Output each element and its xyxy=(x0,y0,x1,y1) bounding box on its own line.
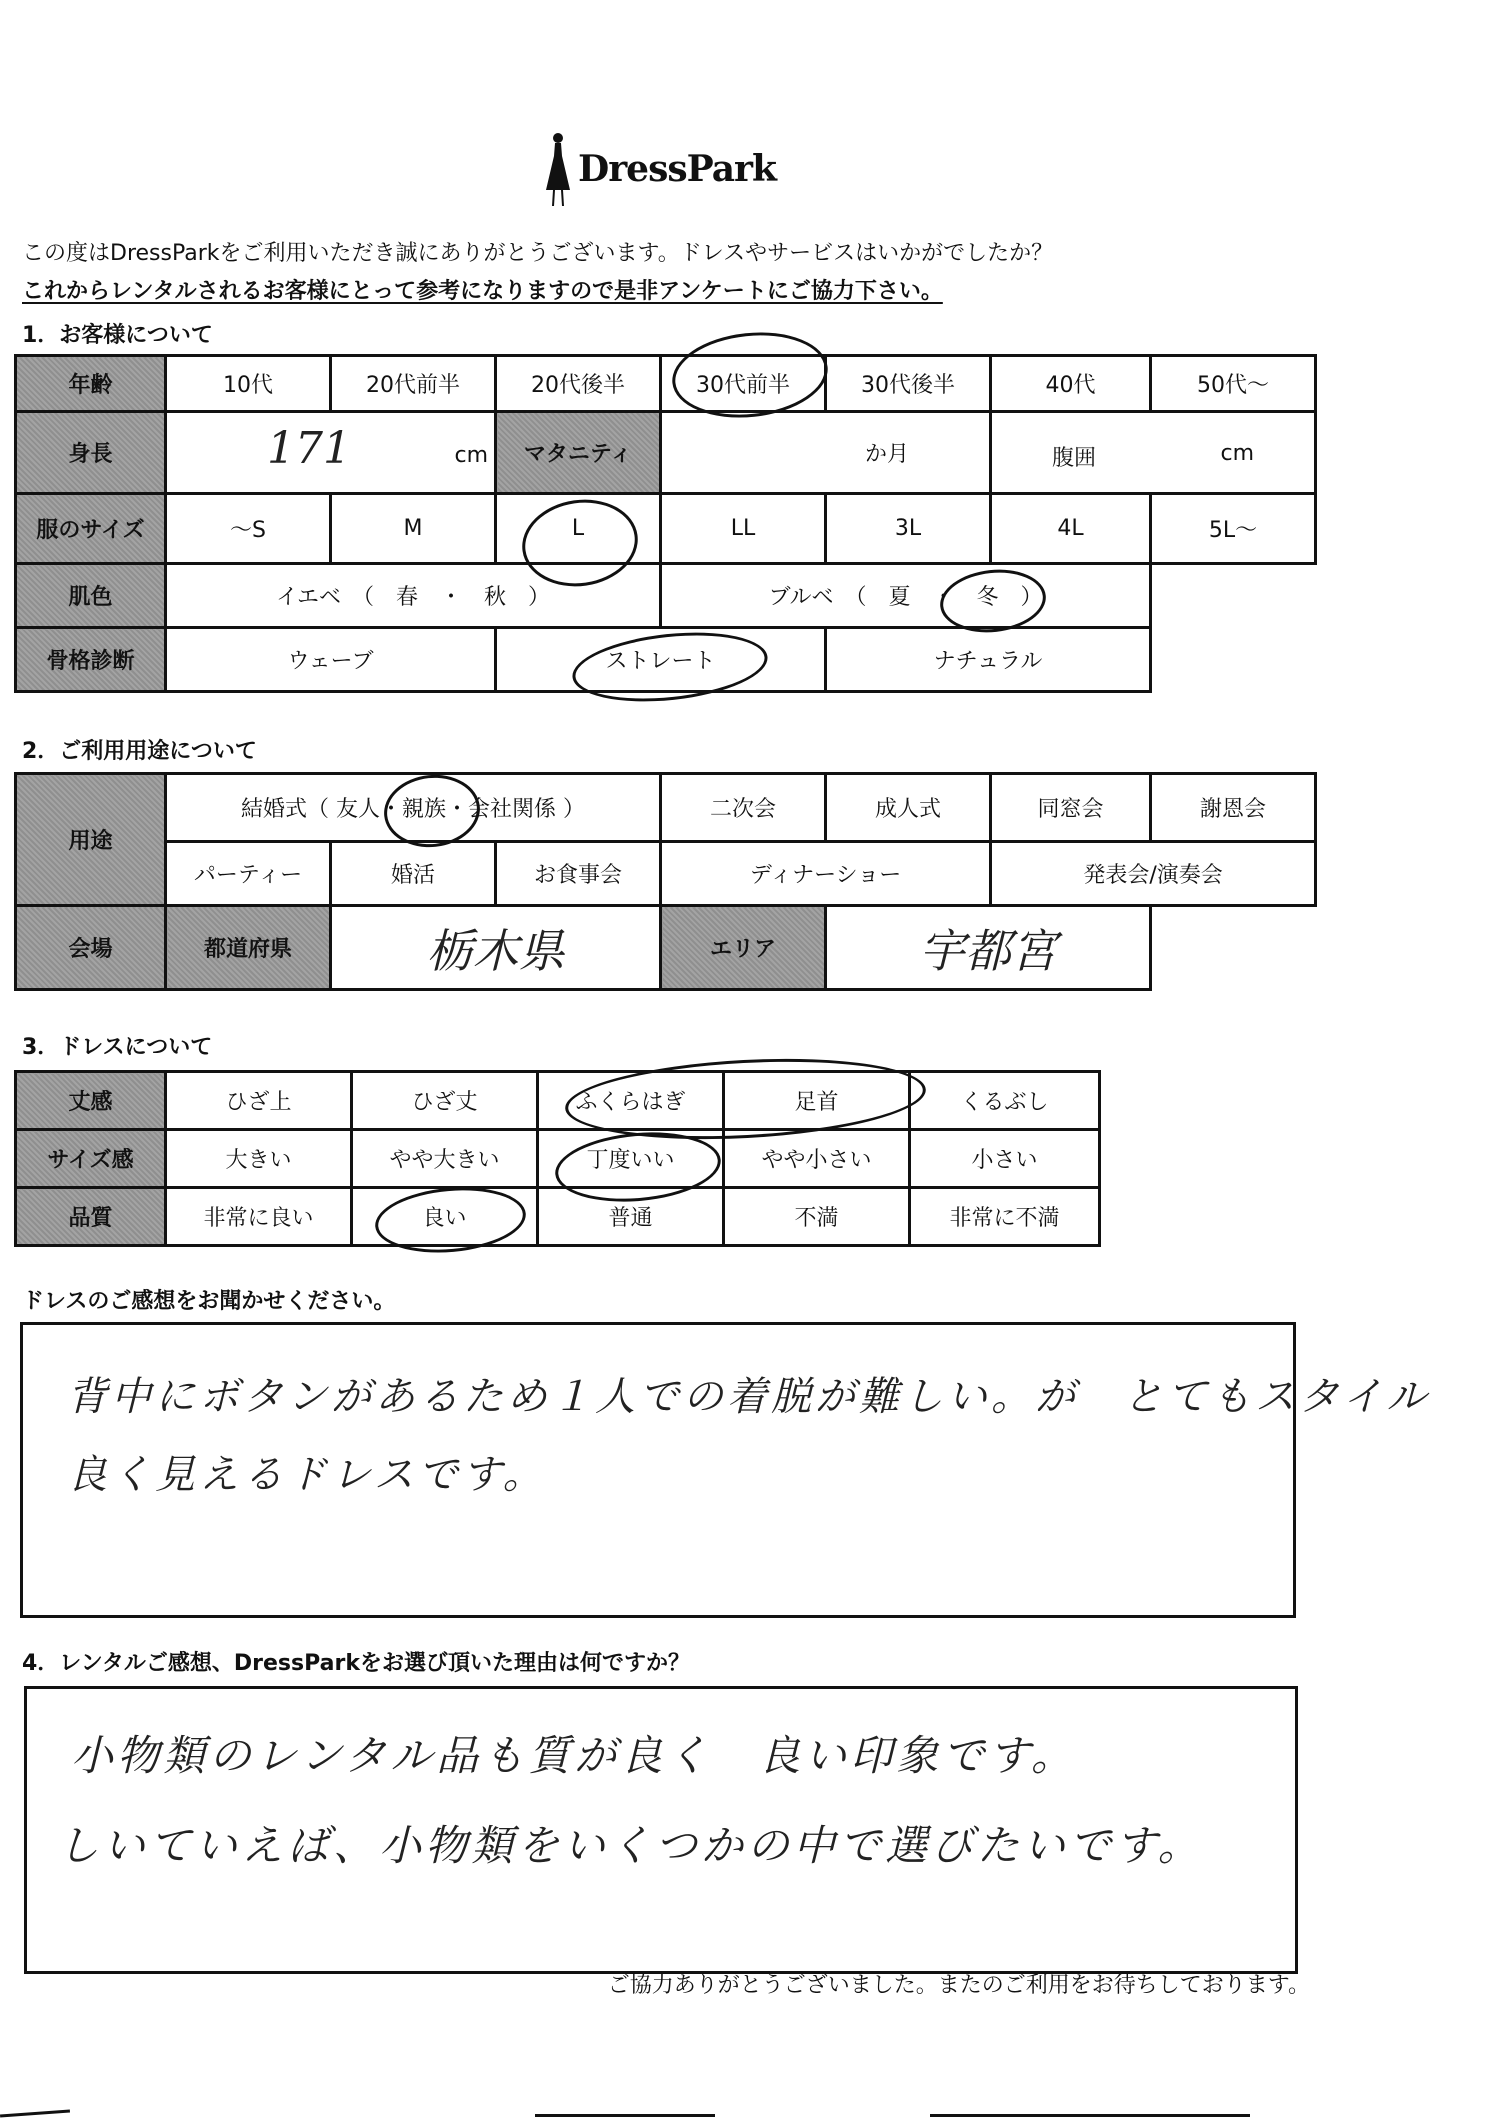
impression-title: ドレスのご感想をお聞かせください。 xyxy=(22,1289,396,1314)
prefecture-header: 都道府県 xyxy=(166,906,331,990)
frame-header: 骨格診断 xyxy=(16,628,166,692)
length-option[interactable]: ひざ上 xyxy=(166,1072,352,1130)
impression-box[interactable] xyxy=(20,1322,1431,1618)
waist-field[interactable] xyxy=(991,412,1316,494)
size-option[interactable]: 4L xyxy=(991,494,1151,564)
section-3-title: 3．ドレスについて xyxy=(22,1035,213,1060)
customer-table xyxy=(14,354,1317,693)
height-field[interactable] xyxy=(166,412,496,494)
size-option[interactable]: 5L～ xyxy=(1151,494,1316,564)
height-unit: cm xyxy=(454,443,488,468)
age-option[interactable]: 10代 xyxy=(166,356,331,412)
size-option[interactable]: ～S xyxy=(166,494,331,564)
waist-unit: cm xyxy=(1220,441,1254,466)
intro-text: この度はDressParkをご利用いただき誠にありがとうございます。ドレスやサービスはいかがでしたか？ xyxy=(22,241,1054,266)
maternity-header: マタニティ xyxy=(496,412,661,494)
purpose-option[interactable]: 二次会 xyxy=(661,774,826,842)
age-option[interactable]: 20代前半 xyxy=(331,356,496,412)
fit-option[interactable]: やや小さい xyxy=(724,1130,910,1188)
purpose-wedding-option[interactable]: 結婚式（ 友人・親族・会社関係 ） xyxy=(166,774,661,842)
purpose-option[interactable]: 謝恩会 xyxy=(1151,774,1316,842)
dress-table xyxy=(14,1070,1101,1247)
frame-option[interactable]: ウェーブ xyxy=(166,628,496,692)
prefecture-field[interactable]: 栃木県 xyxy=(331,906,661,990)
purpose-option[interactable]: ディナーショー xyxy=(661,842,991,906)
quality-option-selected[interactable]: 良い xyxy=(352,1188,538,1246)
intro-request: これからレンタルされるお客様にとって参考になりますので是非アンケートにご協力下さい。 xyxy=(22,279,943,304)
section-4-title: 4．レンタルご感想、DressParkをお選び頂いた理由は何ですか？ xyxy=(22,1651,690,1676)
maternity-field[interactable] xyxy=(661,412,991,494)
waist-label: 腹囲 xyxy=(1052,446,1097,471)
size-option[interactable]: LL xyxy=(661,494,826,564)
venue-header: 会場 xyxy=(16,906,166,990)
impression-line-2: 良く見えるドレスです。 xyxy=(67,1452,547,1498)
length-option-selected[interactable]: 足首 xyxy=(724,1072,910,1130)
skin-yellow-option[interactable]: イエベ （ 春 ・ 秋 ） xyxy=(166,564,661,628)
scan-mark xyxy=(930,2114,1250,2117)
age-option-selected[interactable]: 30代前半 xyxy=(661,356,826,412)
purpose-option[interactable]: お食事会 xyxy=(496,842,661,906)
closing-message: ご協力ありがとうございました。またのご利用をお待ちしております。 xyxy=(607,1973,1310,1998)
length-option-selected[interactable]: ふくらはぎ xyxy=(538,1072,724,1130)
section-2-title: 2．ご利用用途について xyxy=(22,739,257,764)
fit-header: サイズ感 xyxy=(16,1130,166,1188)
reason-box[interactable] xyxy=(24,1686,1298,1974)
area-field[interactable]: 宇都宮 xyxy=(826,906,1151,990)
frame-option-selected[interactable]: ストレート xyxy=(496,628,826,692)
purpose-table xyxy=(14,772,1317,991)
reason-line-2: しいていえば、小物類をいくつかの中で選びたいです。 xyxy=(57,1821,1204,1870)
size-option[interactable]: M xyxy=(331,494,496,564)
quality-option[interactable]: 非常に不満 xyxy=(910,1188,1100,1246)
reason-line-1: 小物類のレンタル品も質が良く 良い印象です。 xyxy=(71,1731,1077,1780)
fit-option[interactable]: 小さい xyxy=(910,1130,1100,1188)
frame-option[interactable]: ナチュラル xyxy=(826,628,1151,692)
height-header: 身長 xyxy=(16,412,166,494)
quality-header: 品質 xyxy=(16,1188,166,1246)
age-option[interactable]: 20代後半 xyxy=(496,356,661,412)
purpose-option[interactable]: パーティー xyxy=(166,842,331,906)
purpose-option[interactable]: 同窓会 xyxy=(991,774,1151,842)
fit-option[interactable]: 大きい xyxy=(166,1130,352,1188)
area-header: エリア xyxy=(661,906,826,990)
quality-option[interactable]: 普通 xyxy=(538,1188,724,1246)
maternity-unit: か月 xyxy=(864,442,909,467)
length-header: 丈感 xyxy=(16,1072,166,1130)
purpose-header: 用途 xyxy=(16,774,166,906)
length-option[interactable]: ひざ丈 xyxy=(352,1072,538,1130)
section-1-title: 1．お客様について xyxy=(22,323,213,348)
quality-option[interactable]: 不満 xyxy=(724,1188,910,1246)
scan-mark xyxy=(535,2114,715,2117)
size-header: 服のサイズ xyxy=(16,494,166,564)
age-option[interactable]: 50代～ xyxy=(1151,356,1316,412)
purpose-option[interactable]: 成人式 xyxy=(826,774,991,842)
quality-option[interactable]: 非常に良い xyxy=(166,1188,352,1246)
skin-header: 肌色 xyxy=(16,564,166,628)
age-header: 年齢 xyxy=(16,356,166,412)
fit-option[interactable]: やや大きい xyxy=(352,1130,538,1188)
height-value: 171 xyxy=(267,423,351,474)
age-option[interactable]: 30代後半 xyxy=(826,356,991,412)
skin-blue-option[interactable]: ブルベ （ 夏 ・ 冬 ） xyxy=(661,564,1151,628)
purpose-option[interactable]: 発表会/演奏会 xyxy=(991,842,1316,906)
fit-option-selected[interactable]: 丁度いい xyxy=(538,1130,724,1188)
age-option[interactable]: 40代 xyxy=(991,356,1151,412)
size-option[interactable]: 3L xyxy=(826,494,991,564)
length-option[interactable]: くるぶし xyxy=(910,1072,1100,1130)
brand-logo: DressPark xyxy=(578,148,776,190)
size-option-selected[interactable]: L xyxy=(496,494,661,564)
impression-line-1: 背中にボタンがあるため１人での着脱が難しい。が とてもスタイル xyxy=(67,1374,1431,1420)
scan-mark xyxy=(0,2110,70,2118)
purpose-option[interactable]: 婚活 xyxy=(331,842,496,906)
